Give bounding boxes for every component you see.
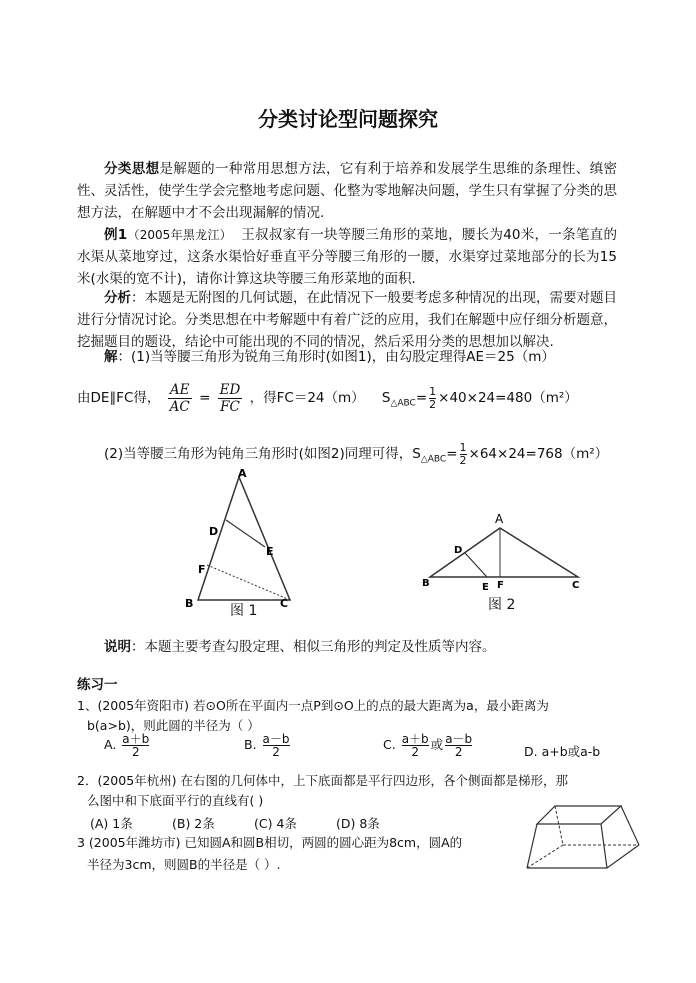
question-1-line-2: b(a>b)，则此圆的半径为（ ） bbox=[87, 718, 260, 733]
fig2-label-e: E bbox=[482, 582, 489, 593]
fig1-label-c: C bbox=[280, 597, 289, 610]
equals-sign: = bbox=[199, 390, 211, 406]
question-1-option-d: D. a+b或a-b bbox=[524, 744, 601, 759]
solution-line-1 bbox=[104, 346, 555, 368]
example-label: 例1 bbox=[104, 227, 128, 243]
solution-line-2-mid: ，得FC＝24（m） bbox=[249, 390, 365, 406]
note-text: ：本题主要考查勾股定理、相似三角形的判定及性质等内容。 bbox=[131, 639, 496, 655]
intro-text: 是解题的一种常用思想方法，它有利于培养和发展学生思维的条理性、缜密性、灵活性，使学生学会完整地考虑问题、化整为零地解决问题，学生只有掌握了分类的思想方法，在解题中才不会出现漏解的情况. bbox=[77, 161, 617, 221]
solution-line-3-start: (2)当等腰三角形为钝角三角形时(如图2)同理可得， bbox=[104, 446, 413, 462]
fraction-ed-fc: $\frac{ED}{FC}$ bbox=[219, 381, 241, 415]
area-symbol: $S_{\triangle ABC}=$ bbox=[381, 390, 428, 409]
question-3-line-2: 半径为3cm，则圆B的半径是（ ）. bbox=[87, 857, 281, 872]
fig2-label-a: A bbox=[495, 512, 504, 526]
fig2-label-b: B bbox=[422, 578, 430, 589]
example-text: 王叔叔家有一块等腰三角形的菜地，腰长为40米，一条笔直的水渠从菜地穿过，这条水渠恰好垂直平分等腰三角形的一腰，水渠穿过菜地部分的长为15米(水渠的宽不计)，请你计算这块等腰三角形菜地的面积. bbox=[77, 227, 617, 287]
question-1-option-a: A. $\frac{a+b}{2}$ bbox=[104, 732, 150, 759]
intro-paragraph bbox=[77, 158, 617, 224]
area-symbol-2: $S_{\triangle ABC}=$ bbox=[412, 446, 458, 465]
example-source: （2005年黑龙江） bbox=[127, 228, 233, 242]
fig1-label-b: B bbox=[185, 597, 194, 610]
fig2-label-f: F bbox=[497, 580, 504, 591]
exercise-heading: 练习一 bbox=[77, 677, 118, 693]
page-title: 分类讨论型问题探究 bbox=[258, 107, 438, 131]
question-2-option-b: (B) 2条 bbox=[172, 816, 215, 831]
note-label: 说明 bbox=[104, 639, 131, 655]
question-2-option-d: (D) 8条 bbox=[336, 816, 380, 831]
frustum-figure bbox=[525, 800, 645, 878]
question-1-line-1: 1、(2005年资阳市) 若⊙O所在平面内一点P到⊙O上的点的最大距离为a，最小距离为 bbox=[77, 698, 549, 713]
solution-label: 解 bbox=[104, 349, 118, 365]
fig2-label-d: D bbox=[454, 545, 463, 556]
question-3-line-1: 3 (2005年潍坊市) 已知圆A和圆B相切，两圆的圆心距为8cm，圆A的 bbox=[77, 835, 463, 850]
example-paragraph bbox=[77, 224, 617, 290]
solution-line-2-end: ×40×24=480（m²） bbox=[438, 390, 578, 406]
figure-2-obtuse-triangle bbox=[420, 505, 600, 595]
intro-term: 分类思想 bbox=[104, 161, 160, 177]
fig1-label-f: F bbox=[198, 563, 206, 576]
fig1-label-e: E bbox=[266, 545, 274, 558]
fraction-half: $\frac{1}{2}$ bbox=[429, 384, 437, 411]
question-2-option-a: (A) 1条 bbox=[90, 816, 133, 831]
note-line bbox=[104, 636, 496, 658]
analysis-paragraph bbox=[77, 287, 617, 353]
fraction-half-2: $\frac{1}{2}$ bbox=[459, 440, 467, 467]
solution-line-1-text: ：(1)当等腰三角形为锐角三角形时(如图1)，由勾股定理得AE＝25（m） bbox=[117, 349, 555, 365]
question-1-option-b: B. $\frac{a-b}{2}$ bbox=[244, 732, 290, 759]
question-1-option-c: C. $\frac{a+b}{2}$ 或 $\frac{a-b}{2}$ bbox=[383, 732, 473, 759]
question-2-line-1: 2．(2005年杭州) 在右图的几何体中，上下底面都是平行四边形，各个侧面都是梯形，那 bbox=[77, 773, 568, 788]
fig1-label-a: A bbox=[238, 467, 247, 480]
fraction-ae-ac: $\frac{AE}{AC}$ bbox=[169, 381, 190, 415]
analysis-label: 分析 bbox=[104, 290, 131, 306]
analysis-text: ：本题是无附图的几何试题，在此情况下一般要考虑多种情况的出现，需要对题目进行分情况讨论。分类思想在中考解题中有着广泛的应用，我们在解题中应仔细分析题意，挖掘题目的题设，结论中可能出现的不同的情况，然后采用分类的思想加以解决. bbox=[77, 290, 617, 350]
solution-line-3-end: ×64×24=768（m²） bbox=[468, 446, 609, 462]
solution-line-2 bbox=[77, 380, 578, 422]
fig1-label-d: D bbox=[209, 525, 219, 538]
figure-2-caption: 图 2 bbox=[488, 597, 516, 613]
fig2-label-c: C bbox=[572, 580, 580, 591]
solution-line-2-start: 由DE∥FC得， bbox=[77, 390, 161, 406]
figure-1-caption: 图 1 bbox=[230, 603, 258, 619]
question-2-line-2: 么图中和下底面平行的直线有( ) bbox=[87, 793, 264, 808]
question-2-option-c: (C) 4条 bbox=[254, 816, 297, 831]
